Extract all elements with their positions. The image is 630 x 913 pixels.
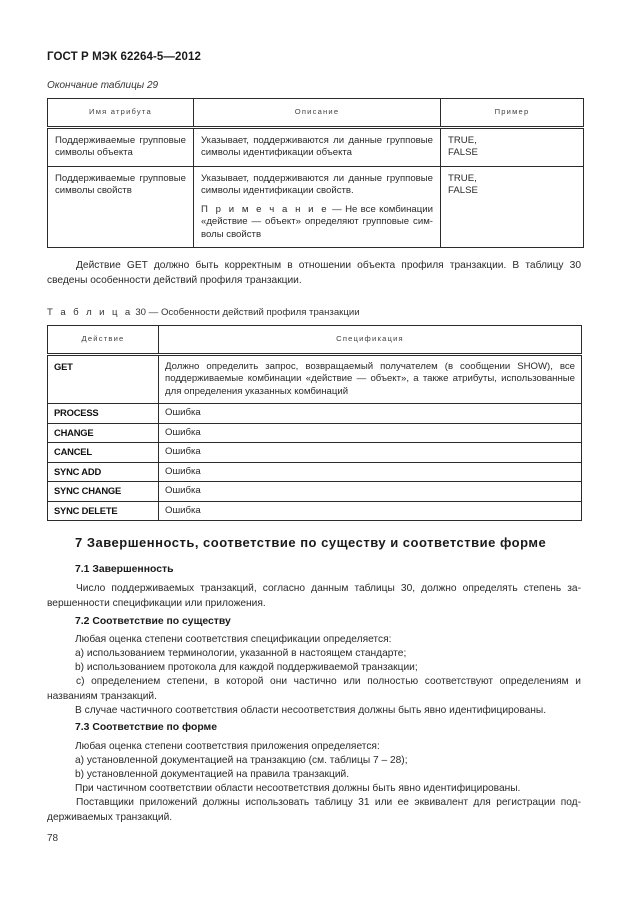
section-7-2-heading: 7.2 Соответствие по существу bbox=[75, 616, 231, 627]
action-cell: SYNC CHANGE bbox=[48, 482, 159, 502]
action-cell: CHANGE bbox=[48, 423, 159, 443]
table-row bbox=[48, 127, 584, 166]
specification-cell: Ошибка bbox=[159, 404, 582, 424]
description-cell: Указывает, поддерживаются ли данные групповые символы идентификации объекта bbox=[194, 127, 441, 166]
specification-cell: Ошибка bbox=[159, 501, 582, 521]
document-title: ГОСТ Р МЭК 62264-5—2012 bbox=[47, 51, 201, 63]
table-row bbox=[48, 482, 582, 502]
table-header-row bbox=[48, 99, 584, 128]
example-value: TRUE, bbox=[448, 134, 477, 146]
specification-cell: Ошибка bbox=[159, 423, 582, 443]
table-row bbox=[48, 423, 582, 443]
example-value: TRUE, bbox=[448, 172, 477, 184]
section-7-2-item-b: b) использованием протокола для каждой поддерживаемой транзакции; bbox=[75, 662, 418, 673]
description-text: Указывает, поддерживаются ли данные групповые символы идентификации свойств. bbox=[201, 172, 433, 196]
column-header-description: Описание bbox=[194, 99, 441, 128]
section-7-2-item-a: a) использованием терминологии, указанной в настоящем стандарте; bbox=[75, 648, 407, 659]
table-30-caption bbox=[47, 307, 360, 318]
section-7-3-item-b: b) установленной документацией на правила транзакций. bbox=[75, 769, 350, 780]
note-text: — Не все комбинации «действие — объект» определяют групповые символы свойств bbox=[201, 203, 433, 240]
table-row bbox=[48, 354, 582, 404]
example-value: FALSE bbox=[448, 185, 478, 196]
example-cell bbox=[441, 166, 584, 248]
action-cell: GET bbox=[48, 354, 159, 404]
column-header-attribute-name: Имя атрибута bbox=[48, 99, 194, 128]
action-cell: PROCESS bbox=[48, 404, 159, 424]
section-7-3-item-a: a) установленной документацией на транзакцию (см. таблицы 7 – 28); bbox=[75, 755, 408, 766]
paragraph-get-action: Действие GET должно быть корректным в отношении объекта профиля транзакции. В таблицу 30 сведены особенности действий профиля транзакции. bbox=[47, 260, 581, 286]
specification-cell: Ошибка bbox=[159, 482, 582, 502]
page-number: 78 bbox=[47, 833, 59, 844]
column-header-specification: Спецификация bbox=[159, 326, 582, 355]
action-cell: SYNC ADD bbox=[48, 462, 159, 482]
note bbox=[201, 204, 433, 242]
section-7-2-intro: Любая оценка степени соответствия спецификации определяется: bbox=[75, 634, 392, 645]
example-value: FALSE bbox=[448, 147, 478, 158]
action-cell: CANCEL bbox=[48, 443, 159, 463]
example-cell bbox=[441, 127, 584, 166]
section-7-3-intro: Любая оценка степени соответствия приложения определяется: bbox=[75, 741, 380, 752]
table-caption-label: Т а б л и ц а bbox=[47, 307, 133, 318]
column-header-action: Действие bbox=[48, 326, 159, 355]
action-cell: SYNC DELETE bbox=[48, 501, 159, 521]
note-label: П р и м е ч а н и е bbox=[201, 203, 329, 215]
column-header-example: Пример bbox=[441, 99, 584, 128]
section-7-3-closing: При частичном соответствии области несоответствия должны быть явно идентифицированы. bbox=[75, 783, 521, 794]
table-row bbox=[48, 166, 584, 248]
table-row bbox=[48, 462, 582, 482]
table-29-continuation-caption: Окончание таблицы 29 bbox=[47, 80, 159, 91]
section-7-1-text: Число поддерживаемых транзакций, согласно данным таблицы 30, должно определять степень завершенности спецификации или приложения. bbox=[47, 583, 581, 609]
specification-cell: Должно определить запрос, возвращаемый получателем (в сообщении SHOW), все поддерживаемые комбинации «действие — объект», а также атрибуты, использованные для определения указанных комбинаций bbox=[159, 354, 582, 404]
attribute-name-cell: Поддерживаемые групповые символы объекта bbox=[48, 127, 194, 166]
table-29 bbox=[47, 98, 584, 248]
table-row bbox=[48, 404, 582, 424]
attribute-name-cell: Поддерживаемые групповые символы свойств bbox=[48, 166, 194, 248]
table-row bbox=[48, 501, 582, 521]
section-7-heading: 7 Завершенность, соответствие по существу и соответствие форме bbox=[75, 535, 547, 550]
section-7-1-heading: 7.1 Завершенность bbox=[75, 564, 174, 575]
description-cell bbox=[194, 166, 441, 248]
table-header-row bbox=[48, 326, 582, 355]
table-30 bbox=[47, 325, 582, 521]
table-caption-text: 30 — Особенности действий профиля транзакции bbox=[135, 307, 360, 318]
specification-cell: Ошибка bbox=[159, 462, 582, 482]
section-7-2-closing: В случае частичного соответствия области несоответствия должны быть явно идентифицированы. bbox=[75, 705, 547, 716]
section-7-3-heading: 7.3 Соответствие по форме bbox=[75, 722, 217, 733]
section-7-2-item-c: c) определением степени, в которой они частично или полностью соответствуют определениям и названиям транзакций. bbox=[47, 676, 581, 702]
section-7-3-suppliers: Поставщики приложений должны использовать таблицу 31 или ее эквивалент для регистрации поддерживаемых транзакций. bbox=[47, 797, 581, 823]
specification-cell: Ошибка bbox=[159, 443, 582, 463]
table-row bbox=[48, 443, 582, 463]
